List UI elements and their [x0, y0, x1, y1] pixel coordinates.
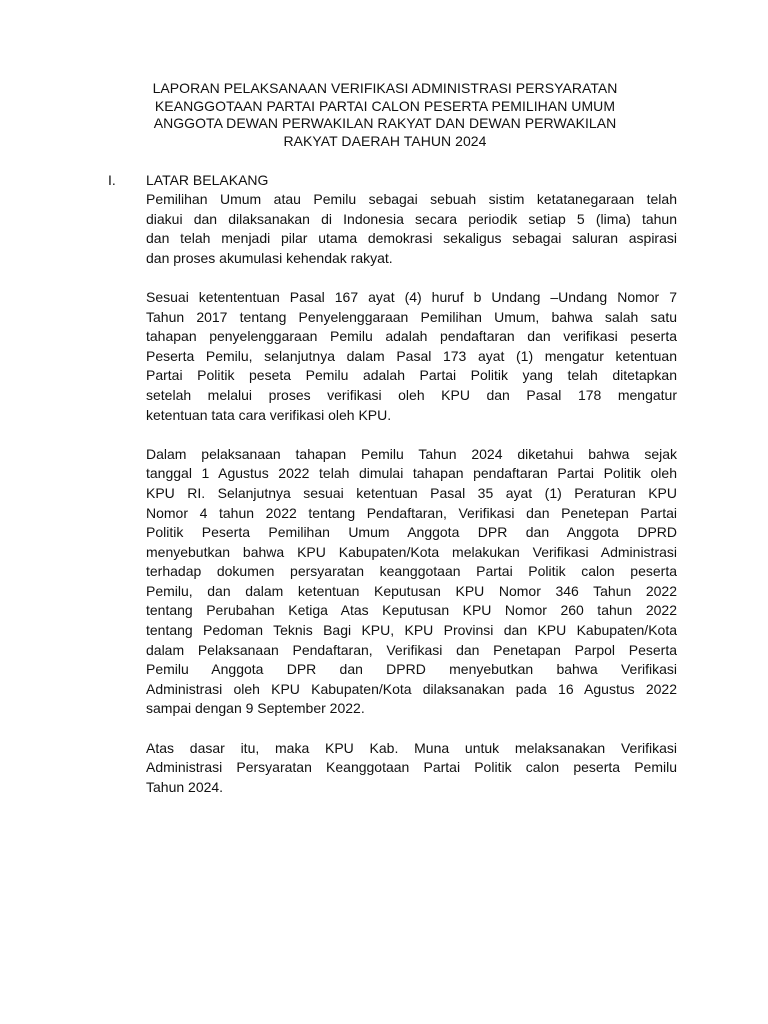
section-title: LATAR BELAKANG — [146, 172, 269, 188]
text-line: setelah melalui proses verifikasi oleh KPU dan Pasal 178 mengatur — [146, 386, 677, 403]
document-title — [120, 80, 650, 150]
text-line: tanggal 1 Agustus 2022 telah dimulai tahapan pendaftaran Partai Politik oleh — [146, 465, 677, 482]
title-line: RAKYAT DAERAH TAHUN 2024 — [283, 132, 487, 149]
paragraph-3 — [146, 445, 677, 719]
text-line: Pemilu Anggota DPR dan DPRD menyebutkan bahwa Verifikasi — [146, 661, 677, 678]
text-line: Politik Peserta Pemilihan Umum Anggota DPR dan Anggota DPRD — [146, 524, 677, 541]
text-line: tentang Pedoman Teknis Bagi KPU, KPU Provinsi dan KPU Kabupaten/Kota — [146, 622, 677, 639]
text-line: tentang Perubahan Ketiga Atas Keputusan KPU Nomor 260 tahun 2022 — [146, 602, 677, 619]
text-line: menyebutkan bahwa KPU Kabupaten/Kota melakukan Verifikasi Administrasi — [146, 543, 677, 560]
text-line: Sesuai ketententuan Pasal 167 ayat (4) huruf b Undang –Undang Nomor 7 — [146, 288, 677, 305]
title-line: KEANGGOTAAN PARTAI PARTAI CALON PESERTA PEMILIHAN UMUM — [154, 97, 616, 114]
text-line: sampai dengan 9 September 2022. — [146, 700, 365, 717]
text-line: diakui dan dilaksanakan di Indonesia secara periodik setiap 5 (lima) tahun — [146, 210, 677, 227]
text-line: dan proses akumulasi kehendak rakyat. — [146, 249, 393, 266]
text-line: Nomor 4 tahun 2022 tentang Pendaftaran, Verifikasi dan Penetepan Partai — [146, 504, 677, 521]
text-line: Tahun 2017 tentang Penyelenggaraan Pemilihan Umum, bahwa salah satu — [146, 308, 677, 325]
text-line: tahapan penyelenggaraan Pemilu adalah pendaftaran dan verifikasi peserta — [146, 328, 677, 345]
text-line: Atas dasar itu, maka KPU Kab. Muna untuk melaksanakan Verifikasi — [146, 739, 677, 756]
text-line: Dalam pelaksanaan tahapan Pemilu Tahun 2024 diketahui bahwa sejak — [146, 445, 677, 462]
section-heading — [108, 171, 678, 190]
text-line: Tahun 2024. — [146, 778, 224, 795]
text-line: dan telah menjadi pilar utama demokrasi sekaligus sebagai saluran aspirasi — [146, 230, 677, 247]
section-latar-belakang — [108, 171, 678, 817]
title-line: ANGGOTA DEWAN PERWAKILAN RAKYAT DAN DEWAN PERWAKILAN — [153, 115, 617, 131]
section-number: I. — [108, 172, 116, 188]
paragraph-1 — [146, 190, 677, 268]
text-line: Administrasi oleh KPU Kabupaten/Kota dilaksanakan pada 16 Agustus 2022 — [146, 680, 677, 697]
title-line: LAPORAN PELAKSANAAN VERIFIKASI ADMINISTRASI PERSYARATAN — [152, 80, 618, 96]
text-line: Administrasi Persyaratan Keanggotaan Partai Politik calon peserta Pemilu — [146, 759, 677, 776]
text-line: Pemilihan Umum atau Pemilu sebagai sebuah sistim ketatanegaraan telah — [146, 191, 677, 207]
text-line: Peserta Pemilu, selanjutnya dalam Pasal 173 ayat (1) mengatur ketentuan — [146, 347, 677, 364]
paragraph-4 — [146, 739, 677, 798]
text-line: terhadap dokumen persyaratan keanggotaan Partai Politik calon peserta — [146, 563, 677, 580]
section-body — [146, 190, 677, 797]
text-line: Partai Politik peseta Pemilu adalah Partai Politik yang telah ditetapkan — [146, 367, 677, 384]
text-line: dalam Pelaksanaan Pendaftaran, Verifikasi dan Penetapan Parpol Peserta — [146, 641, 677, 658]
text-line: Pemilu, dan dalam ketentuan Keputusan KPU Nomor 346 Tahun 2022 — [146, 582, 677, 599]
text-line: ketentuan tata cara verifikasi oleh KPU. — [146, 406, 392, 423]
paragraph-2 — [146, 288, 677, 425]
text-line: KPU RI. Selanjutnya sesuai ketentuan Pasal 35 ayat (1) Peraturan KPU — [146, 484, 677, 501]
